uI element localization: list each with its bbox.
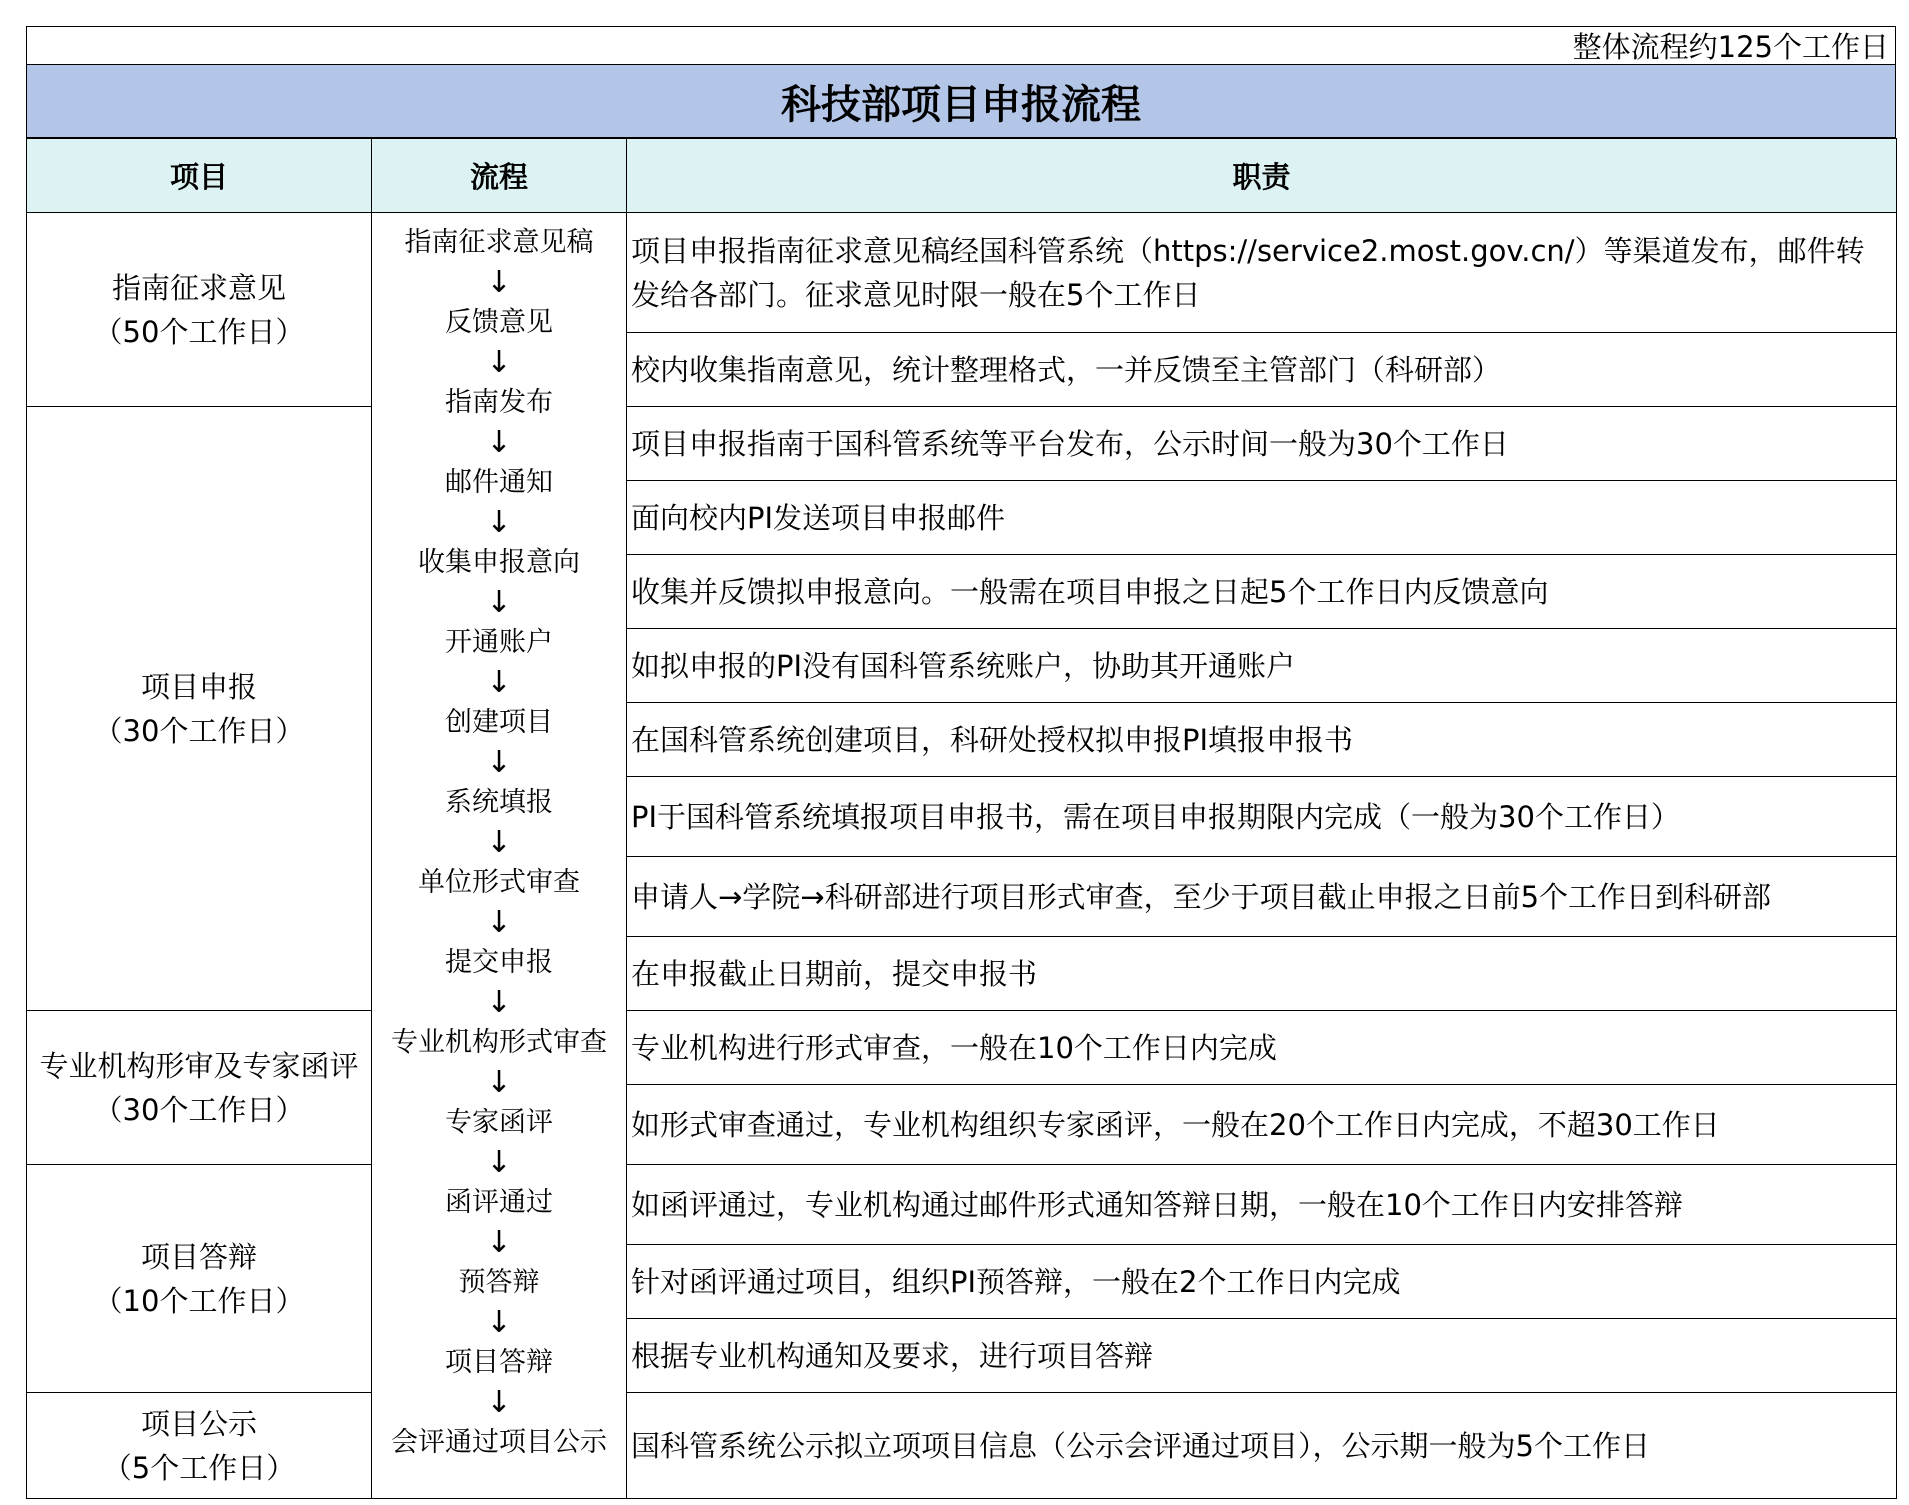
duty-cell: 如拟申报的PI没有国科管系统账户，协助其开通账户 [627, 629, 1897, 703]
project-name: 项目公示 [140, 1406, 257, 1441]
down-arrow-icon: ↓ [486, 1305, 512, 1340]
flow-step: 收集申报意向 [418, 547, 580, 578]
column-header-project: 项目 [27, 139, 372, 213]
flow-step: 指南发布 [445, 387, 553, 418]
duty-cell: 针对函评通过项目，组织PI预答辩，一般在2个工作日内完成 [627, 1245, 1897, 1319]
duty-cell: 校内收集指南意见，统计整理格式，一并反馈至主管部门（科研部） [627, 333, 1897, 407]
down-arrow-icon: ↓ [486, 665, 512, 700]
table-header-row [27, 139, 1897, 213]
flow-step: 专业机构形式审查 [391, 1027, 607, 1058]
column-header-duty: 职责 [627, 139, 1897, 213]
flow-step: 创建项目 [445, 707, 553, 738]
down-arrow-icon: ↓ [486, 985, 512, 1020]
project-cell-formal-review-expert-evaluation [27, 1011, 372, 1165]
down-arrow-icon: ↓ [486, 425, 512, 460]
duty-cell: 申请人→学院→科研部进行项目形式审查，至少于项目截止申报之日前5个工作日到科研部 [627, 857, 1897, 937]
project-name: 指南征求意见 [111, 270, 286, 305]
flow-step: 函评通过 [445, 1187, 553, 1218]
duty-cell: 项目申报指南征求意见稿经国科管系统（https://service2.most.gov.cn/）等渠道发布，邮件转发给各部门。征求意见时限一般在5个工作日 [627, 213, 1897, 333]
flow-step: 邮件通知 [445, 467, 553, 498]
duty-cell: 在申报截止日期前，提交申报书 [627, 937, 1897, 1011]
flow-step: 指南征求意见稿 [404, 227, 594, 258]
project-name: 项目申报 [140, 669, 257, 704]
down-arrow-icon: ↓ [486, 825, 512, 860]
project-days: （50个工作日） [93, 314, 305, 349]
total-duration-note [26, 26, 1896, 64]
project-days: （10个工作日） [93, 1283, 305, 1318]
table-row [27, 213, 1897, 333]
down-arrow-icon: ↓ [486, 1065, 512, 1100]
duty-cell: 面向校内PI发送项目申报邮件 [627, 481, 1897, 555]
project-days: （30个工作日） [93, 1092, 305, 1127]
duty-cell: 项目申报指南于国科管系统等平台发布，公示时间一般为30个工作日 [627, 407, 1897, 481]
flow-step: 提交申报 [445, 947, 553, 978]
page-title [26, 64, 1896, 138]
process-table [26, 138, 1897, 1499]
down-arrow-icon: ↓ [486, 345, 512, 380]
total-duration-text: 整体流程约125个工作日 [1572, 30, 1889, 64]
down-arrow-icon: ↓ [486, 1225, 512, 1260]
flow-step: 预答辩 [458, 1267, 540, 1298]
table-row [27, 1011, 1897, 1085]
duty-cell: 根据专业机构通知及要求，进行项目答辩 [627, 1319, 1897, 1393]
table-row [27, 1165, 1897, 1245]
flow-step: 开通账户 [445, 627, 553, 658]
project-cell-defense [27, 1165, 372, 1393]
process-sheet [26, 26, 1896, 1499]
page-title-text: 科技部项目申报流程 [781, 81, 1141, 128]
project-name: 专业机构形审及专家函评 [39, 1048, 359, 1083]
project-days: （30个工作日） [93, 713, 305, 748]
flow-step: 单位形式审查 [418, 867, 580, 898]
duty-cell: 国科管系统公示拟立项项目信息（公示会评通过项目），公示期一般为5个工作日 [627, 1393, 1897, 1499]
flow-step: 专家函评 [445, 1107, 553, 1138]
project-days: （5个工作日） [102, 1450, 296, 1485]
process-flow-cell [372, 213, 627, 1499]
flow-step: 会评通过项目公示 [391, 1427, 607, 1458]
project-cell-publicity [27, 1393, 372, 1499]
down-arrow-icon: ↓ [486, 905, 512, 940]
duty-cell: 专业机构进行形式审查，一般在10个工作日内完成 [627, 1011, 1897, 1085]
process-flow-list [372, 213, 626, 1459]
duty-cell: 如函评通过，专业机构通过邮件形式通知答辩日期，一般在10个工作日内安排答辩 [627, 1165, 1897, 1245]
duty-cell: 收集并反馈拟申报意向。一般需在项目申报之日起5个工作日内反馈意向 [627, 555, 1897, 629]
table-row [27, 407, 1897, 481]
duty-cell: 如形式审查通过，专业机构组织专家函评，一般在20个工作日内完成，不超30工作日 [627, 1085, 1897, 1165]
down-arrow-icon: ↓ [486, 745, 512, 780]
flow-step: 项目答辩 [445, 1347, 553, 1378]
down-arrow-icon: ↓ [486, 1385, 512, 1420]
table-row [27, 1393, 1897, 1499]
down-arrow-icon: ↓ [486, 505, 512, 540]
down-arrow-icon: ↓ [486, 585, 512, 620]
project-cell-application [27, 407, 372, 1011]
flow-step: 系统填报 [445, 787, 553, 818]
flow-step: 反馈意见 [445, 307, 553, 338]
down-arrow-icon: ↓ [486, 265, 512, 300]
duty-cell: PI于国科管系统填报项目申报书，需在项目申报期限内完成（一般为30个工作日） [627, 777, 1897, 857]
down-arrow-icon: ↓ [486, 1145, 512, 1180]
project-name: 项目答辩 [140, 1239, 257, 1274]
duty-cell: 在国科管系统创建项目，科研处授权拟申报PI填报申报书 [627, 703, 1897, 777]
project-cell-guide-consultation [27, 213, 372, 407]
column-header-process: 流程 [372, 139, 627, 213]
